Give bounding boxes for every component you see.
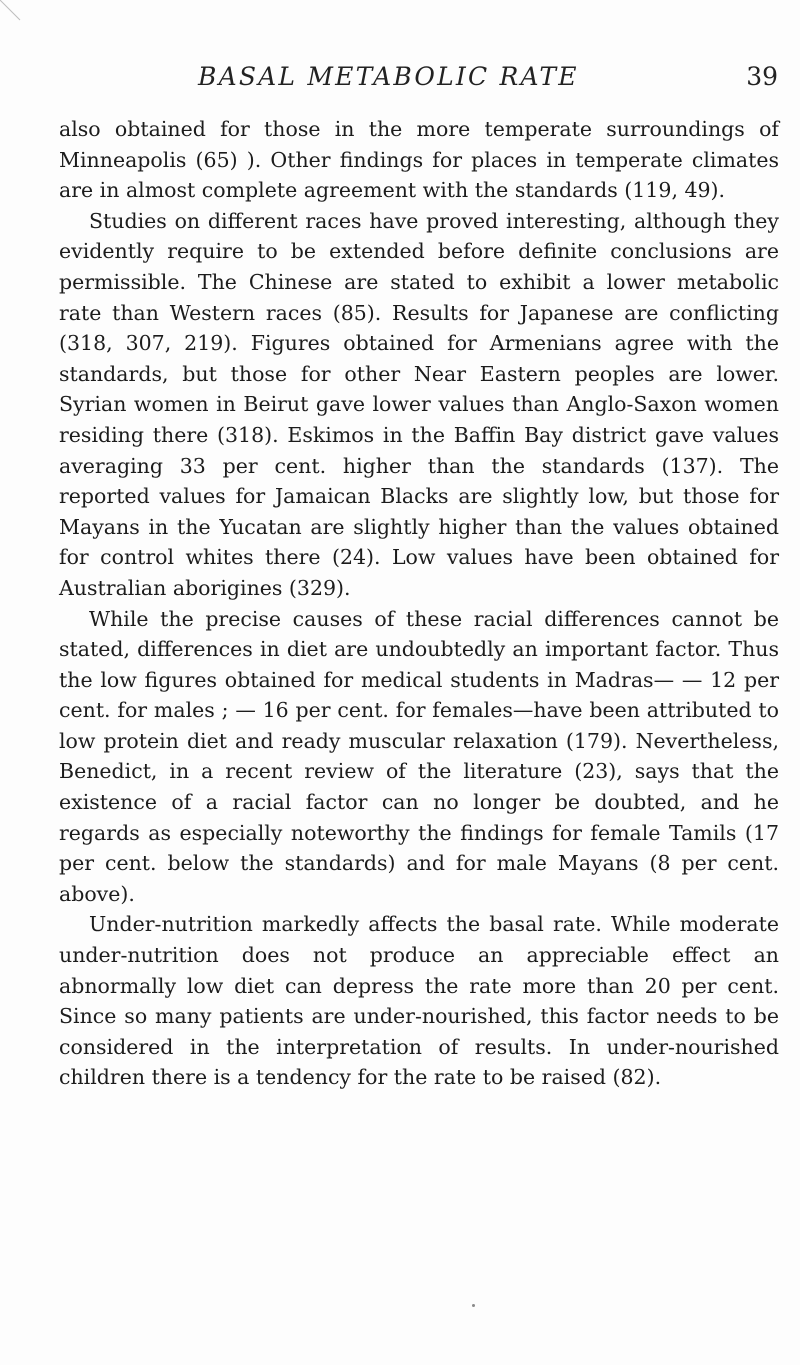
paragraph-races: Studies on different races have proved interesting, although they evidently require to be extended before definite conclusions are permissible. The Chinese are stated to exhibit a lower metabolic rate than Western races (85). Results for Japanese are conflicting (318, 307, 219). Figures obtained for Armenians agree with the standards, but those for other Near Eastern peoples are lower. Syrian women in Beirut gave lower values than Anglo-Saxon women residing there (318). Eskimos in the Baffin Bay district gave values averaging 33 per cent. higher than the standards (137). The reported values for Jamaican Blacks are slightly low, but those for Mayans in the Yucatan are slightly higher than the values obtained for control whites there (24). Low values have been obtained for Australian aborigines (329). bbox=[59, 208, 779, 600]
paragraph-under-nutrition: Under-nutrition markedly affects the basal rate. While moderate under-nutrition does not produce an appreciable effect an abnormally low diet can depress the rate more than 20 per cent. Since so many patients are under-nourished, this factor needs to be considered in the interpretation of results. In under-nourished children there is a tendency for the rate to be raised (82). bbox=[59, 912, 779, 1090]
paragraph-continued: also obtained for those in the more temperate surroundings of Minneapolis (65) ). Other findings for places in temperate climates are in almost complete agreement with the standards (119, 49). bbox=[59, 117, 779, 203]
paper-speck bbox=[472, 1304, 475, 1307]
running-title: BASAL METABOLIC RATE bbox=[198, 62, 579, 91]
running-head bbox=[118, 62, 778, 96]
body-text bbox=[59, 114, 779, 1093]
page-number: 39 bbox=[746, 62, 778, 91]
page-corner-line bbox=[0, 0, 22, 22]
paragraph-causes: While the precise causes of these racial differences cannot be stated, differences in diet are undoubtedly an important factor. Thus the low figures obtained for medical students in Madras— — 12 per cent. for males ; — 16 per cent. for females—have been attributed to low protein diet and ready muscular relaxation (179). Nevertheless, Benedict, in a recent review of the literature (23), says that the existence of a racial factor can no longer be doubted, and he regards as especially noteworthy the findings for female Tamils (17 per cent. below the standards) and for male Mayans (8 per cent. above). bbox=[59, 606, 779, 906]
